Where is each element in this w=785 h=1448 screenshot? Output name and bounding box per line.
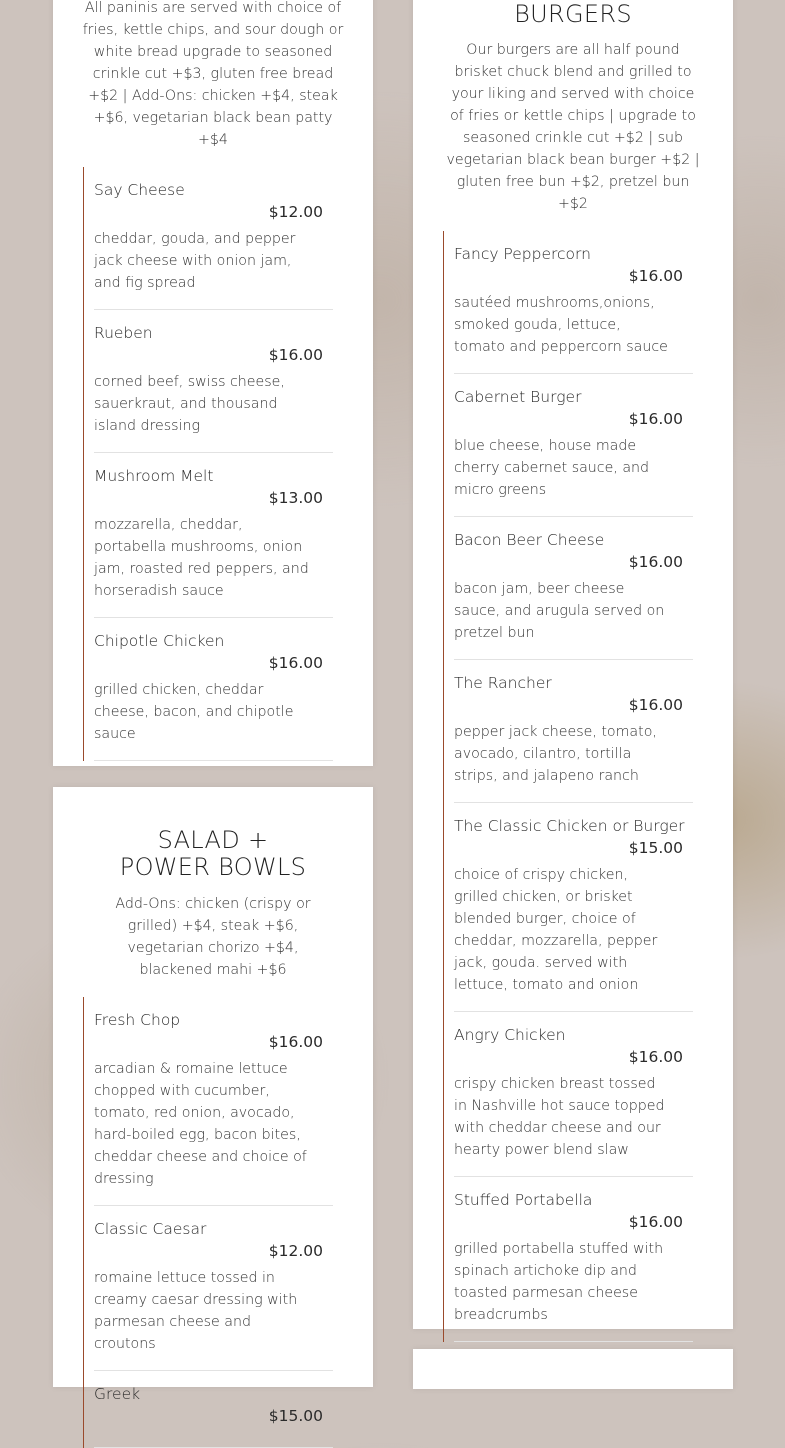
menu-item-price: $12.00 <box>268 203 323 221</box>
menu-item[interactable] <box>454 374 693 517</box>
menu-item-price: $16.00 <box>268 1033 323 1051</box>
menu-item-price: $12.00 <box>268 1242 323 1260</box>
menu-item-price: $16.00 <box>628 267 683 285</box>
menu-item-name: Cabernet Burger <box>454 388 582 406</box>
menu-item-description: pepper jack cheese, tomato, avocado, cilantro, tortilla strips, and jalapeno ranch <box>454 724 657 784</box>
menu-item-price: $16.00 <box>628 410 683 428</box>
menu-item-name: Fresh Chop <box>94 1011 181 1029</box>
menu-item-name: Stuffed Portabella <box>454 1191 593 1209</box>
menu-item-description: grilled chicken, cheddar cheese, bacon, and chipotle sauce <box>94 682 294 742</box>
menu-item-name: Rueben <box>94 324 153 342</box>
section-title: SALAD + POWER BOWLS <box>119 826 307 881</box>
menu-item[interactable] <box>454 517 693 660</box>
menu-item-price: $15.00 <box>628 839 683 857</box>
next-section <box>413 1349 733 1389</box>
menu-item-name: Greek <box>94 1385 141 1403</box>
menu-item[interactable] <box>94 997 333 1206</box>
menu-item-name: The Rancher <box>454 674 552 692</box>
menu-item-description: romaine lettuce tossed in creamy caesar dressing with parmesan cheese and croutons <box>94 1270 298 1352</box>
menu-item-name: Bacon Beer Cheese <box>454 531 605 549</box>
menu-item-description: sautéed mushrooms,onions, smoked gouda, lettuce, tomato and peppercorn sauce <box>454 295 668 355</box>
menu-item[interactable] <box>454 660 693 803</box>
menu-item[interactable] <box>454 1177 693 1342</box>
menu-item-description: cheddar, gouda, and pepper jack cheese with onion jam, and fig spread <box>94 231 296 291</box>
menu-item-name: Fancy Peppercorn <box>454 245 591 263</box>
menu-item-description: corned beef, swiss cheese, sauerkraut, and thousand island dressing <box>94 374 285 434</box>
menu-item-description: grilled portabella stuffed with spinach artichoke dip and toasted parmesan cheese breadcrumbs <box>454 1241 664 1323</box>
menu-item[interactable] <box>454 1012 693 1177</box>
paninis-section <box>53 0 373 766</box>
section-title: BURGERS <box>514 0 632 28</box>
menu-item-price: $13.00 <box>268 489 323 507</box>
menu-item[interactable] <box>94 1206 333 1371</box>
menu-item-description: bacon jam, beer cheese sauce, and arugula served on pretzel bun <box>454 581 665 641</box>
menu-item[interactable] <box>454 803 693 1012</box>
menu-item-description: mozzarella, cheddar, portabella mushrooms, onion jam, roasted red peppers, and horseradish sauce <box>94 517 309 599</box>
salad-menu-list <box>83 997 333 1448</box>
menu-item-description: blue cheese, house made cherry cabernet sauce, and micro greens <box>454 438 650 498</box>
burgers-menu-list <box>443 231 693 1342</box>
menu-item[interactable] <box>94 310 333 453</box>
menu-item-name: Angry Chicken <box>454 1026 566 1044</box>
menu-item-price: $16.00 <box>628 1048 683 1066</box>
menu-item-description: crispy chicken breast tossed in Nashville hot sauce topped with cheddar cheese and our hearty power blend slaw <box>454 1076 665 1158</box>
salad-section <box>53 787 373 1425</box>
menu-item-name: The Classic Chicken or Burger <box>454 817 685 835</box>
menu-item-name: Mushroom Melt <box>94 467 214 485</box>
menu-item[interactable] <box>94 1371 333 1448</box>
menu-item-price: $16.00 <box>268 654 323 672</box>
menu-item-description: choice of crispy chicken, grilled chicken, or brisket blended burger, choice of cheddar, mozzarella, pepper jack, gouda. served with lettuce, tomato and onion <box>454 867 658 993</box>
menu-item-name: Classic Caesar <box>94 1220 207 1238</box>
menu-item-price: $16.00 <box>628 553 683 571</box>
menu-item[interactable] <box>94 453 333 618</box>
menu-item-description: arcadian & romaine lettuce chopped with cucumber, tomato, red onion, avocado, hard-boiled egg, bacon bites, cheddar cheese and choice of dressing <box>94 1061 307 1187</box>
menu-item-price: $15.00 <box>268 1407 323 1425</box>
menu-item[interactable] <box>94 167 333 310</box>
menu-item-name: Chipotle Chicken <box>94 632 225 650</box>
menu-item-price: $16.00 <box>628 696 683 714</box>
burgers-section <box>413 0 733 1329</box>
menu-item-price: $16.00 <box>268 346 323 364</box>
menu-item[interactable] <box>94 618 333 761</box>
menu-item-price: $16.00 <box>628 1213 683 1231</box>
burgers-description: Our burgers are all half pound brisket chuck blend and grilled to your liking and served with choice of fries or kettle chips | upgrade to seasoned crinkle cut +$2 | sub vegetarian black bean burger +$2 | gluten free bun +$2, pretzel bun +$2 <box>446 42 700 212</box>
menu-item[interactable] <box>454 231 693 374</box>
menu-item-name: Say Cheese <box>94 181 185 199</box>
paninis-menu-list <box>83 167 333 761</box>
salad-description: Add-Ons: chicken (crispy or grilled) +$4, steak +$6, vegetarian chorizo +$4, blackened mahi +$6 <box>115 896 311 978</box>
paninis-description: All paninis are served with choice of fries, kettle chips, and sour dough or white bread upgrade to seasoned crinkle cut +$3, gluten free bread +$2 | Add-Ons: chicken +$4, steak +$6, vegetarian black bean patty +$4 <box>82 0 344 148</box>
